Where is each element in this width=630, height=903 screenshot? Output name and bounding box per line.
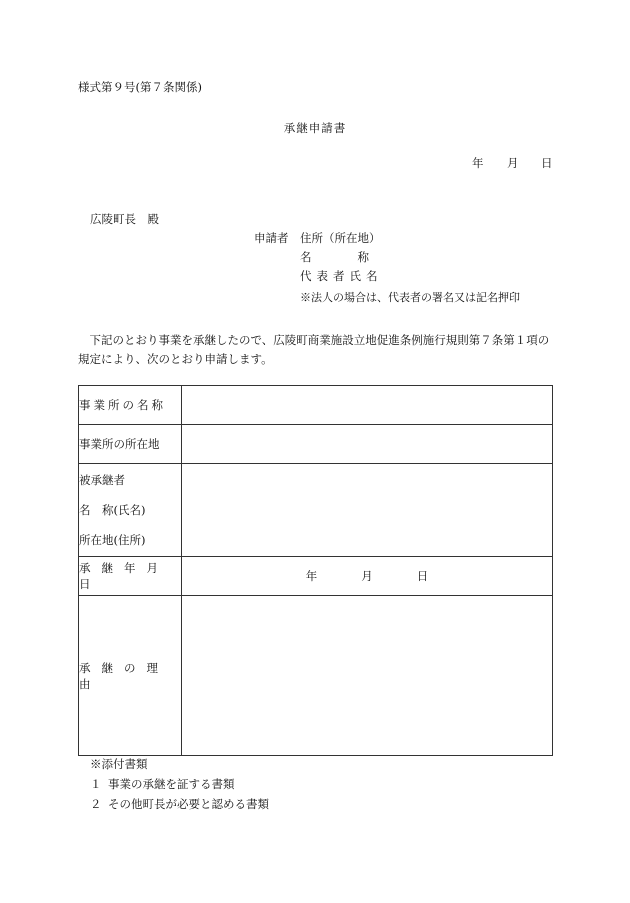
business-address-field[interactable]: [182, 425, 553, 464]
table-row: [79, 386, 553, 425]
attachment-number: ２: [90, 797, 102, 811]
table-label-cell: [79, 464, 182, 557]
attachment-text: その他町長が必要と認める書類: [108, 797, 269, 811]
table-row: [79, 596, 553, 756]
attachments-heading: ※添付書類: [90, 757, 148, 771]
predecessor-heading: 被承継者: [79, 473, 125, 487]
succession-reason-label: 承継の理由: [79, 660, 169, 691]
succession-date-label: 承継年月日: [79, 561, 169, 591]
business-address-label: 事業所の所在地: [79, 437, 160, 451]
date-month-label: 月: [507, 156, 519, 170]
corporation-note: ※法人の場合は、代表者の署名又は記名押印: [300, 291, 520, 304]
attachment-text: 事業の承継を証する書類: [108, 777, 235, 791]
predecessor-address-label: 所在地(住所): [79, 533, 146, 547]
table-label-cell: [79, 386, 182, 425]
date-year-label: 年: [472, 156, 484, 170]
succession-year-label: 年: [305, 569, 318, 583]
table-row: [79, 425, 553, 464]
table-row: [79, 557, 553, 596]
succession-date-field[interactable]: [182, 557, 553, 596]
applicant-label: 申請者: [254, 231, 289, 245]
table-label-cell: [79, 425, 182, 464]
table-row: [79, 464, 553, 557]
succession-reason-field[interactable]: [182, 596, 553, 756]
applicant-name-label: 名 称: [300, 250, 369, 264]
applicant-representative-label: 代表者氏名: [300, 269, 383, 283]
addressee: 広陵町長 殿: [90, 212, 159, 226]
document-title: 承継申請書: [283, 121, 347, 135]
date-day-label: 日: [541, 156, 553, 170]
attachment-item: [90, 796, 269, 812]
predecessor-name-label: 名 称(氏名): [79, 503, 146, 517]
business-name-label: 事業所の名称: [79, 398, 166, 412]
succession-day-label: 日: [416, 569, 429, 583]
attachment-item: [90, 776, 235, 792]
predecessor-info-field[interactable]: [182, 464, 553, 557]
form-number: 様式第９号(第７条関係): [78, 80, 202, 94]
business-name-field[interactable]: [182, 386, 553, 425]
applicant-address-label: 住所（所在地）: [300, 231, 381, 245]
attachment-number: １: [90, 777, 102, 791]
succession-month-label: 月: [361, 569, 373, 583]
table-label-cell: [79, 596, 182, 756]
succession-form-table: [78, 385, 553, 756]
application-statement: 下記のとおり事業を承継したので、広陵町商業施設立地促進条例施行規則第７条第１項の規定により、次のとおり申請します。: [78, 333, 550, 366]
table-label-cell: [79, 557, 182, 596]
